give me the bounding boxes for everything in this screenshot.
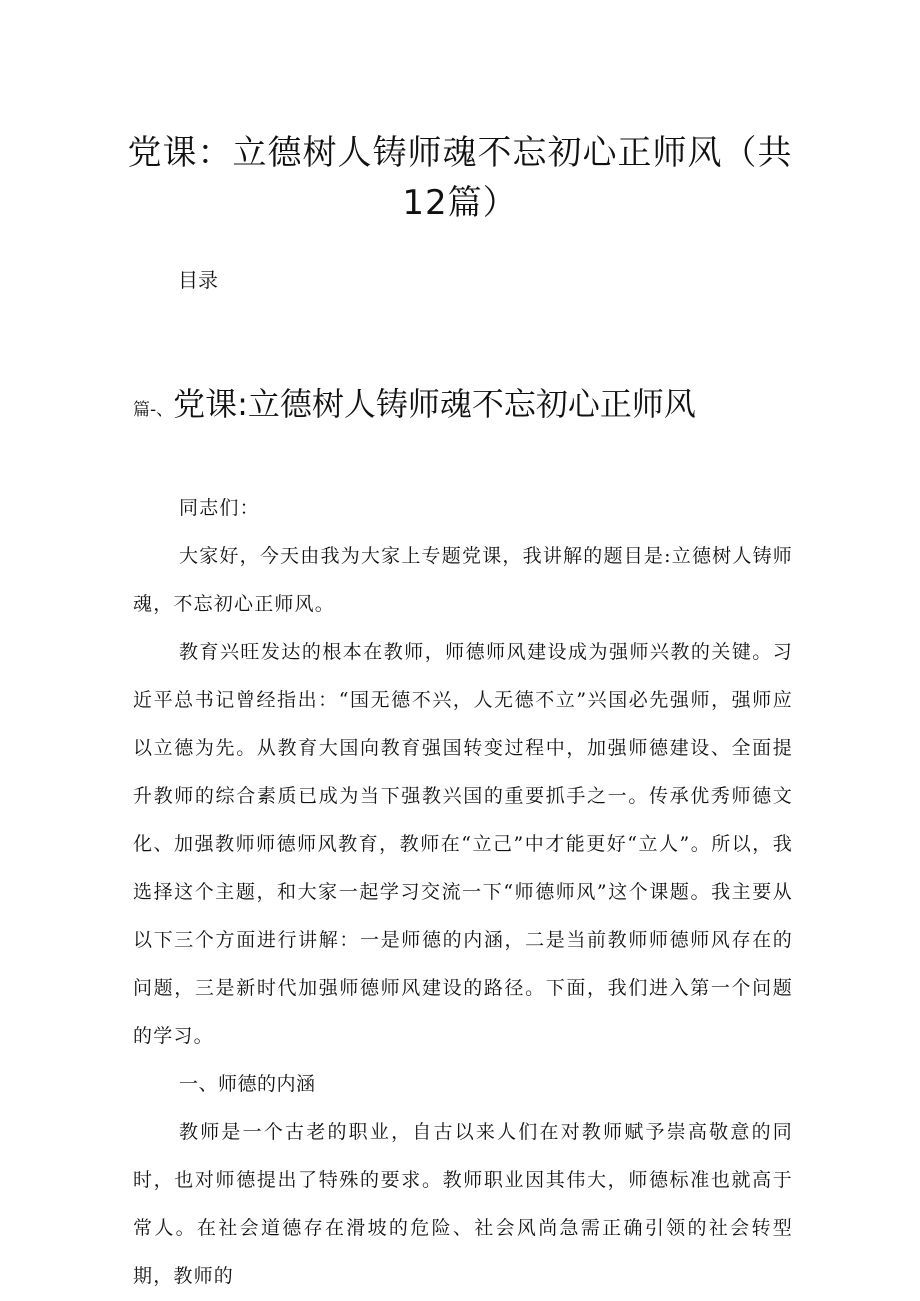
body-text <box>133 484 793 1300</box>
document-title: 党课：立德树人铸师魂不忘初心正师风（共12篇） <box>127 133 793 223</box>
paragraph-intro: 大家好，今天由我为大家上专题党课，我讲解的题目是:立德树人铸师魂，不忘初心正师风。 <box>133 545 793 615</box>
chapter-prefix: 篇-、 <box>133 400 174 420</box>
chapter-title: 党课:立德树人铸师魂不忘初心正师风 <box>173 385 696 423</box>
paragraph-section-1: 教师是一个古老的职业，自古以来人们在对教师赋予崇高敬意的同时，也对师德提出了特殊的要求。教师职业因其伟大，师德标准也就高于常人。在社会道德存在滑坡的危险、社会风尚急需正确引领的社会转型期，教师的 <box>133 1121 793 1287</box>
paragraph-background: 教育兴旺发达的根本在教师，师德师风建设成为强师兴教的关键。习近平总书记曾经指出：“国无德不兴，人无德不立”兴国必先强师，强师应以立德为先。从教育大国向教育强国转变过程中，加强师德建设、全面提升教师的综合素质已成为当下强教兴国的重要抓手之一。传承优秀师德文化、加强教师师德师风教育，教师在“立己”中才能更好“立人”。所以，我选择这个主题，和大家一起学习交流一下“师德师风”这个课题。我主要从以下三个方面进行讲解：一是师德的内涵，二是当前教师师德师风存在的问题，三是新时代加强师德师风建设的路径。下面，我们进入第一个问题的学习。 <box>133 641 793 1047</box>
salutation: 同志们： <box>179 497 260 519</box>
section-heading: 一、师德的内涵 <box>179 1073 316 1095</box>
chapter-heading <box>133 380 696 428</box>
toc-label: 目录 <box>178 268 218 292</box>
